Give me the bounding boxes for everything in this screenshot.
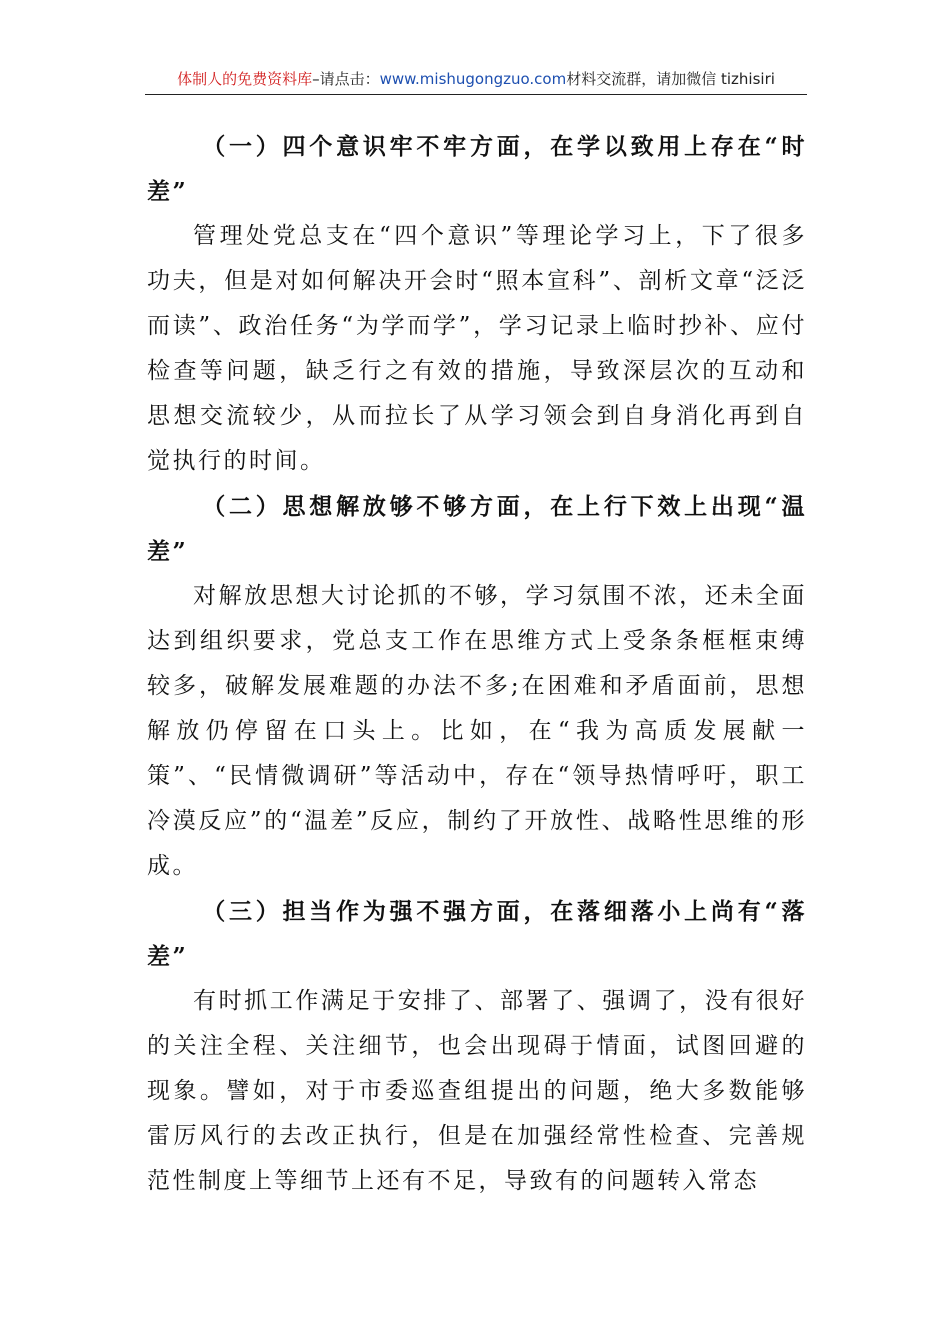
header-prompt: –请点击：: [312, 70, 380, 88]
header-url-link[interactable]: www.mishugongzuo.com: [379, 70, 567, 88]
section-1-heading: （一）四个意识牢不牢方面，在学以致用上存在“时差”: [147, 133, 807, 205]
document-body: [147, 124, 807, 1204]
section-3-heading: （三）担当作为强不强方面，在落细落小上尚有“落差”: [147, 898, 807, 970]
section-2-heading: （二）思想解放够不够方面，在上行下效上出现“温差”: [147, 493, 807, 565]
header-brand: 体制人的免费资料库: [177, 70, 313, 88]
section-3-paragraph: 有时抓工作满足于安排了、部署了、强调了，没有很好的关注全程、关注细节，也会出现碍于情面，试图回避的现象。譬如，对于市委巡查组提出的问题，绝大多数能够雷厉风行的去改正执行，但是在加强经常性检查、完善规范性制度上等细节上还有不足，导致有的问题转入常态: [147, 988, 807, 1194]
header-note: 材料交流群，请加微信 tizhisiri: [566, 70, 775, 88]
page-header: [145, 66, 807, 95]
section-2-paragraph: 对解放思想大讨论抓的不够，学习氛围不浓，还未全面达到组织要求，党总支工作在思维方式上受条条框框束缚较多，破解发展难题的办法不多;在困难和矛盾面前，思想解放仍停留在口头上。比如，在“我为高质发展献一策”、“民情微调研”等活动中，存在“领导热情呼吁，职工冷漠反应”的“温差”反应，制约了开放性、战略性思维的形成。: [147, 583, 807, 879]
section-1-paragraph: 管理处党总支在“四个意识”等理论学习上，下了很多功夫，但是对如何解决开会时“照本宣科”、剖析文章“泛泛而读”、政治任务“为学而学”，学习记录上临时抄补、应付检查等问题，缺乏行之有效的措施，导致深层次的互动和思想交流较少，从而拉长了从学习领会到自身消化再到自觉执行的时间。: [147, 223, 807, 474]
